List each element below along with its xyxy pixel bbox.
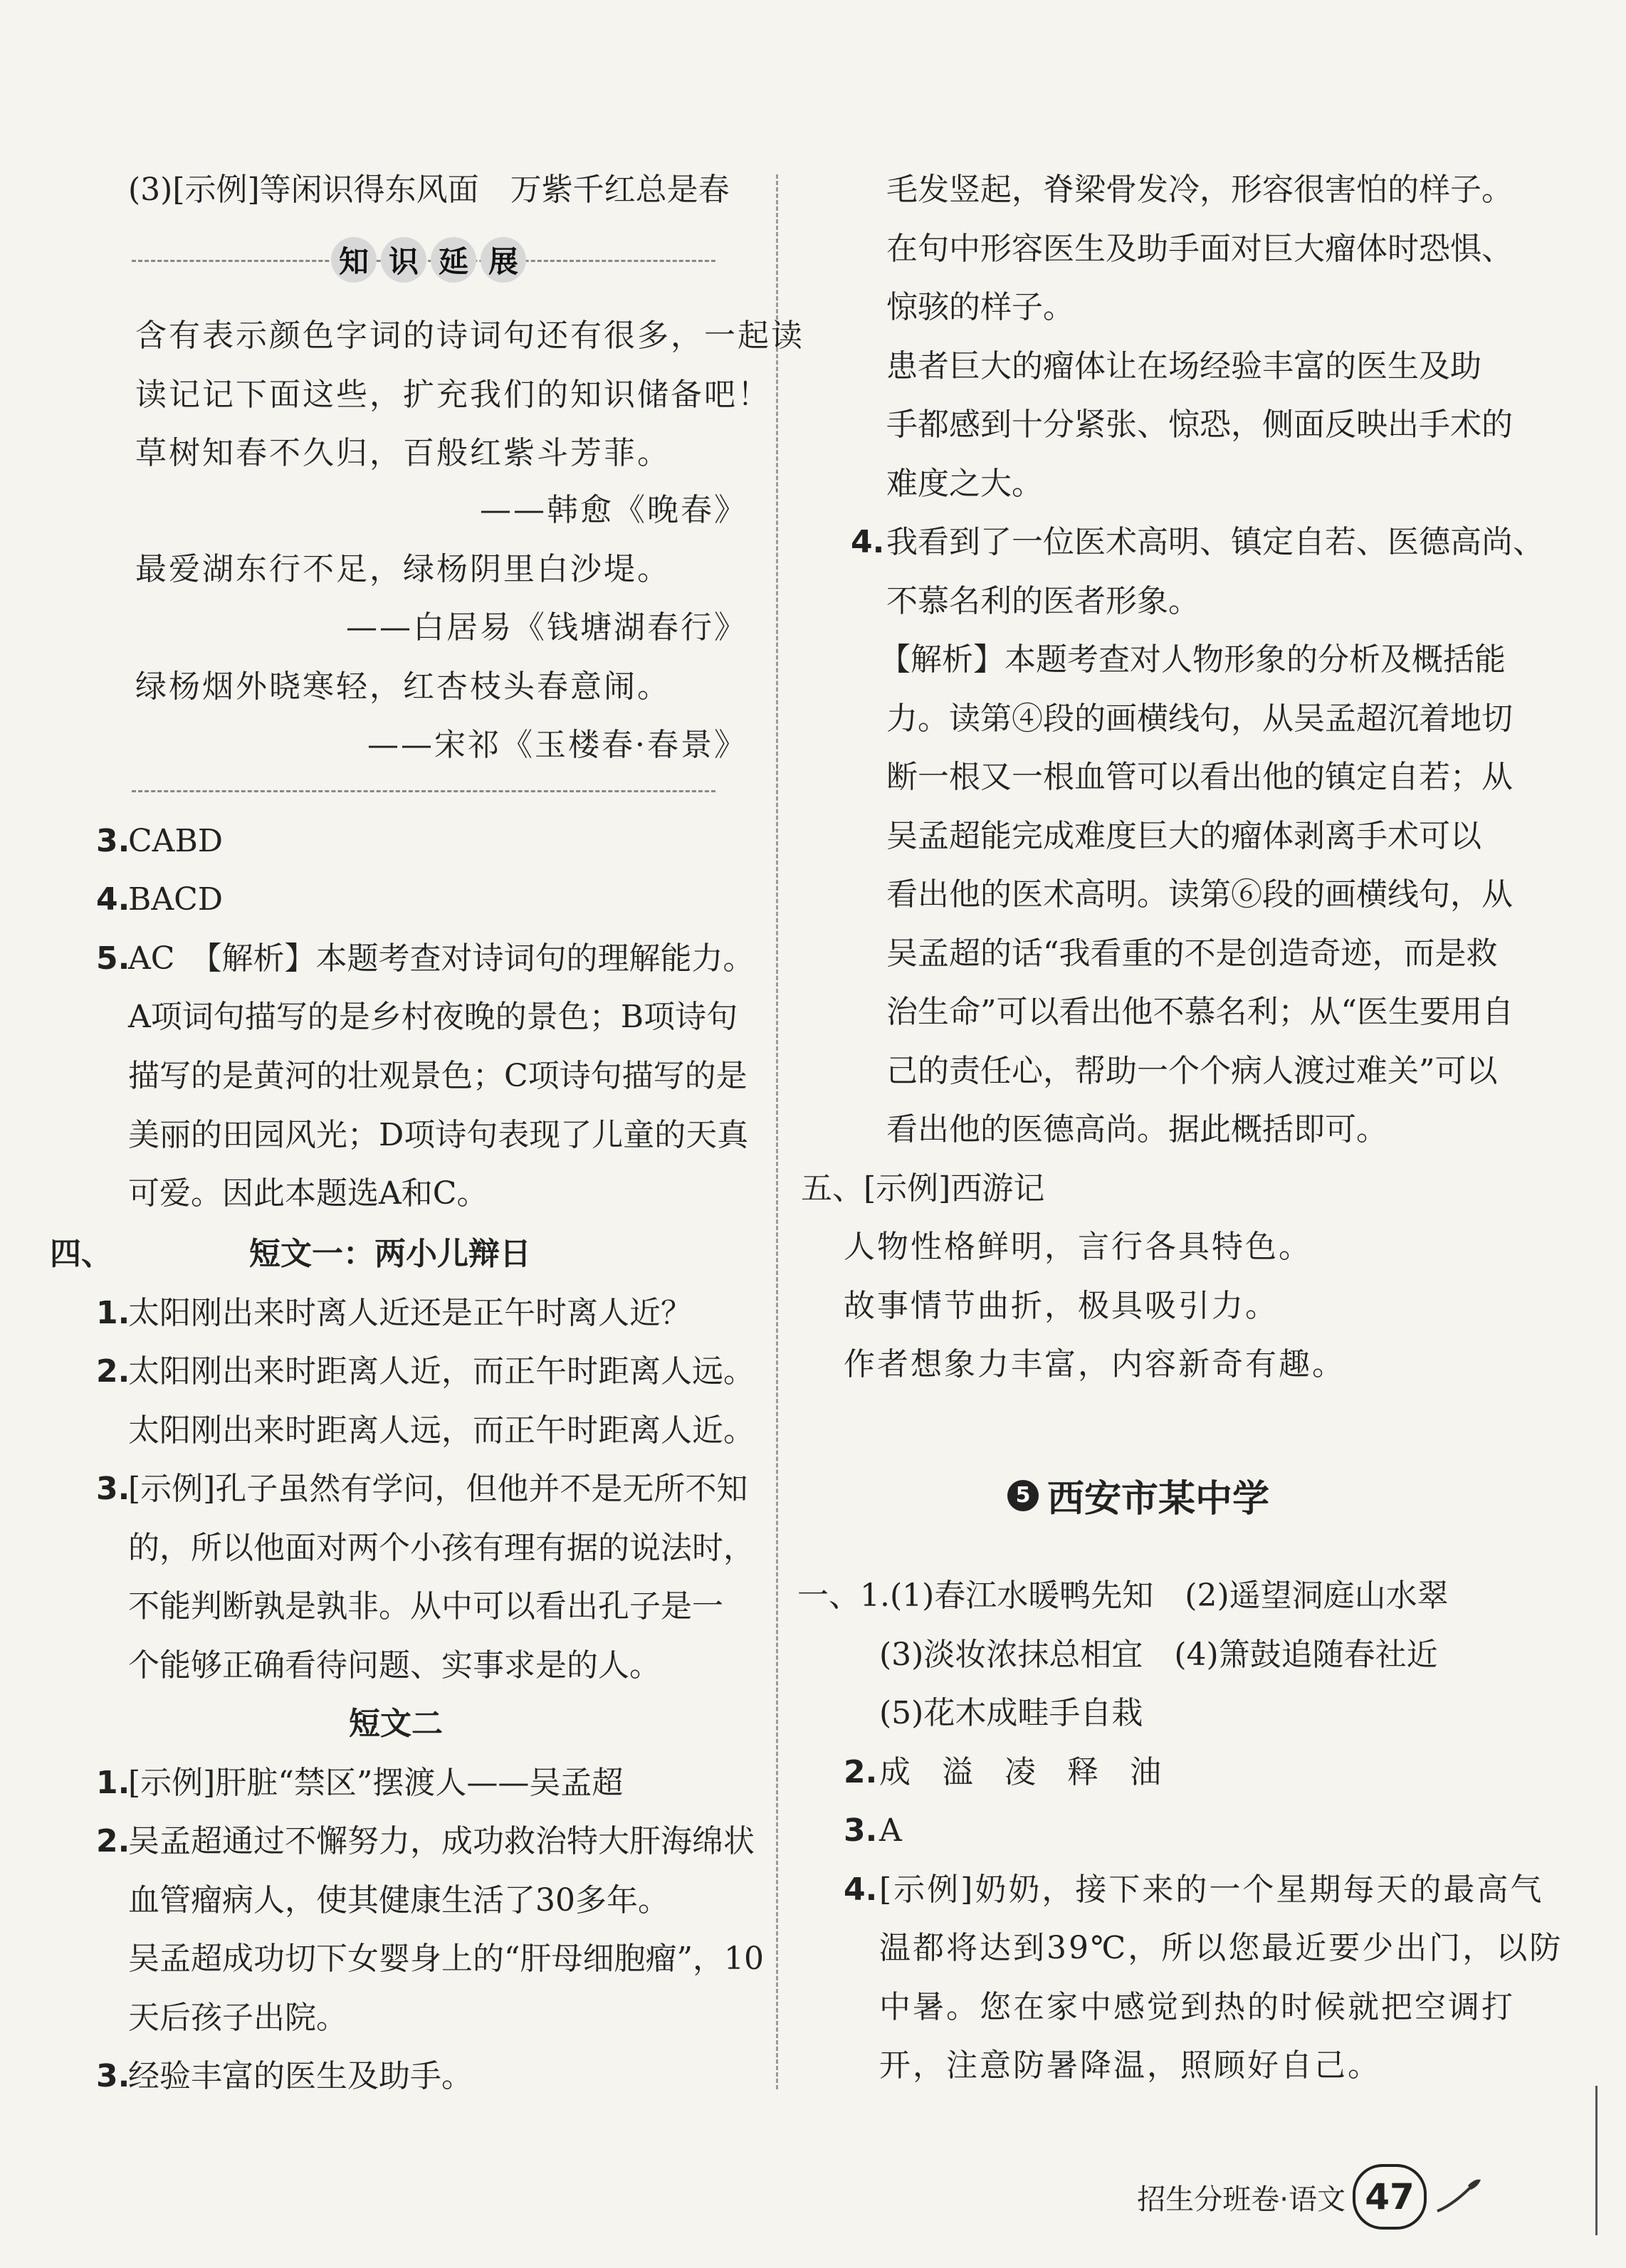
edge-line bbox=[1595, 2086, 1598, 2235]
question-number: 2. bbox=[844, 1754, 878, 1790]
poem-source: ——白居易《钱塘湖春行》 bbox=[346, 609, 748, 646]
school-number-badge: 5 bbox=[1007, 1480, 1039, 1511]
analysis-text: 看出他的医术高明。读第⑥段的画横线句，从 bbox=[886, 876, 1513, 913]
answer-text: 惊骇的样子。 bbox=[886, 289, 1074, 325]
answer-text: 开，注意防暑降温，照顾好自己。 bbox=[879, 2047, 1381, 2084]
question-number: 3. bbox=[844, 1812, 878, 1849]
analysis-text: 治生命”可以看出他不慕名利；从“医生要用自 bbox=[886, 994, 1514, 1030]
banner-char: 展 bbox=[481, 237, 526, 283]
answer-text: 在句中形容医生及助手面对巨大瘤体时恐惧、 bbox=[886, 231, 1513, 267]
question-number: 4. bbox=[851, 524, 885, 560]
analysis-text: 断一根又一根血管可以看出他的镇定自若；从 bbox=[886, 759, 1513, 795]
answer-text: 温都将达到39℃，所以您最近要少出门，以防 bbox=[879, 1930, 1563, 1966]
page-footer bbox=[1137, 2164, 1484, 2230]
answer-text: A项词句描写的是乡村夜晚的景色；B项诗句 bbox=[128, 999, 738, 1035]
answer-text: 毛发竖起，脊梁骨发冷，形容很害怕的样子。 bbox=[886, 172, 1513, 208]
question-number: 3. bbox=[96, 823, 130, 859]
answer-text: [示例]奶奶，接下来的一个星期每天的最高气 bbox=[879, 1871, 1544, 1908]
knowledge-banner bbox=[331, 237, 526, 283]
answer-text: 太阳刚出来时距离人近，而正午时距离人远。 bbox=[128, 1353, 755, 1390]
answer-text: 天后孩子出院。 bbox=[128, 2000, 347, 2036]
answer-text: 中暑。您在家中感觉到热的时候就把空调打 bbox=[879, 1989, 1515, 2025]
page-number: 47 bbox=[1353, 2164, 1427, 2230]
answer-text: 难度之大。 bbox=[886, 466, 1043, 502]
answer-text: 不能判断孰是孰非。从中可以看出孔子是一 bbox=[128, 1588, 723, 1624]
answer-text: CABD bbox=[128, 823, 224, 859]
analysis-text: 吴孟超能完成难度巨大的瘤体剥离手术可以 bbox=[886, 818, 1481, 854]
question-number: 5. bbox=[96, 940, 130, 977]
answer-text: [示例]肝脏“禁区”摆渡人——吴孟超 bbox=[128, 1765, 624, 1801]
question-number: 4. bbox=[96, 881, 130, 918]
answer-text: 可爱。因此本题选A和C。 bbox=[128, 1175, 488, 1212]
answer-text: 故事情节曲折，极具吸引力。 bbox=[844, 1288, 1279, 1324]
analysis-text: 【解析】本题考查对人物形象的分析及概括能 bbox=[879, 641, 1506, 678]
answer-text: 美丽的田园风光；D项诗句表现了儿童的天真 bbox=[128, 1117, 749, 1153]
school-title: 西安市某中学 bbox=[1047, 1478, 1270, 1521]
column-divider bbox=[776, 174, 778, 2089]
answer-text: 人物性格鲜明，言行各具特色。 bbox=[844, 1229, 1312, 1265]
answer-text: 不慕名利的医者形象。 bbox=[886, 583, 1200, 619]
answer-text: BACD bbox=[128, 881, 224, 918]
answer-text: A bbox=[879, 1812, 902, 1849]
answer-text: 一、1.(1)春江水暖鸭先知 (2)遥望洞庭山水翠 bbox=[797, 1577, 1449, 1614]
analysis-text: 力。读第④段的画横线句，从吴孟超沉着地切 bbox=[886, 700, 1513, 737]
banner-char: 识 bbox=[381, 237, 426, 283]
poem-source: ——韩愈《晚春》 bbox=[480, 492, 748, 528]
answer-text: 我看到了一位医术高明、镇定自若、医德高尚、 bbox=[886, 524, 1544, 560]
answer-text: 个能够正确看待问题、实事求是的人。 bbox=[128, 1647, 661, 1684]
answer-text: 太阳刚出来时距离人远，而正午时距离人近。 bbox=[128, 1412, 755, 1449]
analysis-text: 看出他的医德高尚。据此概括即可。 bbox=[886, 1111, 1388, 1148]
divider-bottom bbox=[132, 790, 715, 792]
poem-line: 最爱湖东行不足，绿杨阴里白沙堤。 bbox=[135, 551, 671, 587]
answer-text: 手都感到十分紧张、惊恐，侧面反映出手术的 bbox=[886, 406, 1513, 443]
banner-char: 延 bbox=[431, 237, 476, 283]
question-number: 2. bbox=[96, 1353, 130, 1390]
answer-text: 太阳刚出来时离人近还是正午时离人近？ bbox=[128, 1295, 692, 1331]
section-heading: 四、 bbox=[50, 1236, 112, 1272]
answer-text: 的，所以他面对两个小孩有理有据的说法时， bbox=[128, 1530, 755, 1566]
brush-icon bbox=[1434, 2175, 1484, 2218]
passage-title: 短文一：两小儿辩日 bbox=[249, 1236, 531, 1272]
question-number: 4. bbox=[844, 1871, 878, 1908]
question-number: 1. bbox=[96, 1295, 130, 1331]
answer-text: 描写的是黄河的壮观景色；C项诗句描写的是 bbox=[128, 1058, 748, 1094]
question-number: 3. bbox=[96, 2058, 130, 2094]
knowledge-text: 读记记下面这些，扩充我们的知识储备吧！ bbox=[135, 377, 771, 413]
answer-text: (3)淡妆浓抹总相宜 (4)箫鼓追随春社近 bbox=[879, 1637, 1438, 1673]
poem-line: 绿杨烟外晓寒轻，红杏枝头春意闹。 bbox=[135, 668, 671, 705]
answer-text: 经验丰富的医生及助手。 bbox=[128, 2058, 473, 2094]
banner-char: 知 bbox=[331, 237, 377, 283]
answer-text: (5)花木成畦手自栽 bbox=[879, 1695, 1143, 1731]
passage-title: 短文二 bbox=[349, 1706, 443, 1742]
answer-text: 吴孟超通过不懈努力，成功救治特大肝海绵状 bbox=[128, 1823, 755, 1859]
answer-text: 患者巨大的瘤体让在场经验丰富的医生及助 bbox=[886, 348, 1481, 384]
question-number: 2. bbox=[96, 1823, 130, 1859]
poem-source: ——宋祁《玉楼春·春景》 bbox=[367, 727, 748, 763]
footer-label: 招生分班卷·语文 bbox=[1137, 2183, 1346, 2216]
answer-text: [示例]孔子虽然有学问，但他并不是无所不知 bbox=[128, 1471, 748, 1507]
answer-line: (3)[示例]等闲识得东风面 万紫千红总是春 bbox=[128, 172, 730, 208]
analysis-text: 吴孟超的话“我看重的不是创造奇迹，而是救 bbox=[886, 935, 1498, 972]
answer-text: 血管瘤病人，使其健康生活了30多年。 bbox=[128, 1882, 669, 1918]
answer-text: AC 【解析】本题考查对诗词句的理解能力。 bbox=[128, 940, 755, 977]
analysis-text: 己的责任心，帮助一个个病人渡过难关”可以 bbox=[886, 1053, 1498, 1089]
question-number: 3. bbox=[96, 1471, 130, 1507]
school-heading bbox=[1007, 1469, 1269, 1522]
answer-text: 成 溢 凌 释 油 bbox=[879, 1754, 1161, 1790]
poem-line: 草树知春不久归，百般红紫斗芳菲。 bbox=[135, 435, 671, 471]
answer-text: 作者想象力丰富，内容新奇有趣。 bbox=[844, 1346, 1346, 1382]
section-heading: 五、[示例]西游记 bbox=[801, 1170, 1045, 1207]
question-number: 1. bbox=[96, 1765, 130, 1801]
answer-text: 吴孟超成功切下女婴身上的“肝母细胞瘤”，10 bbox=[128, 1941, 764, 1977]
knowledge-text: 含有表示颜色字词的诗词句还有很多，一起读 bbox=[135, 317, 804, 354]
